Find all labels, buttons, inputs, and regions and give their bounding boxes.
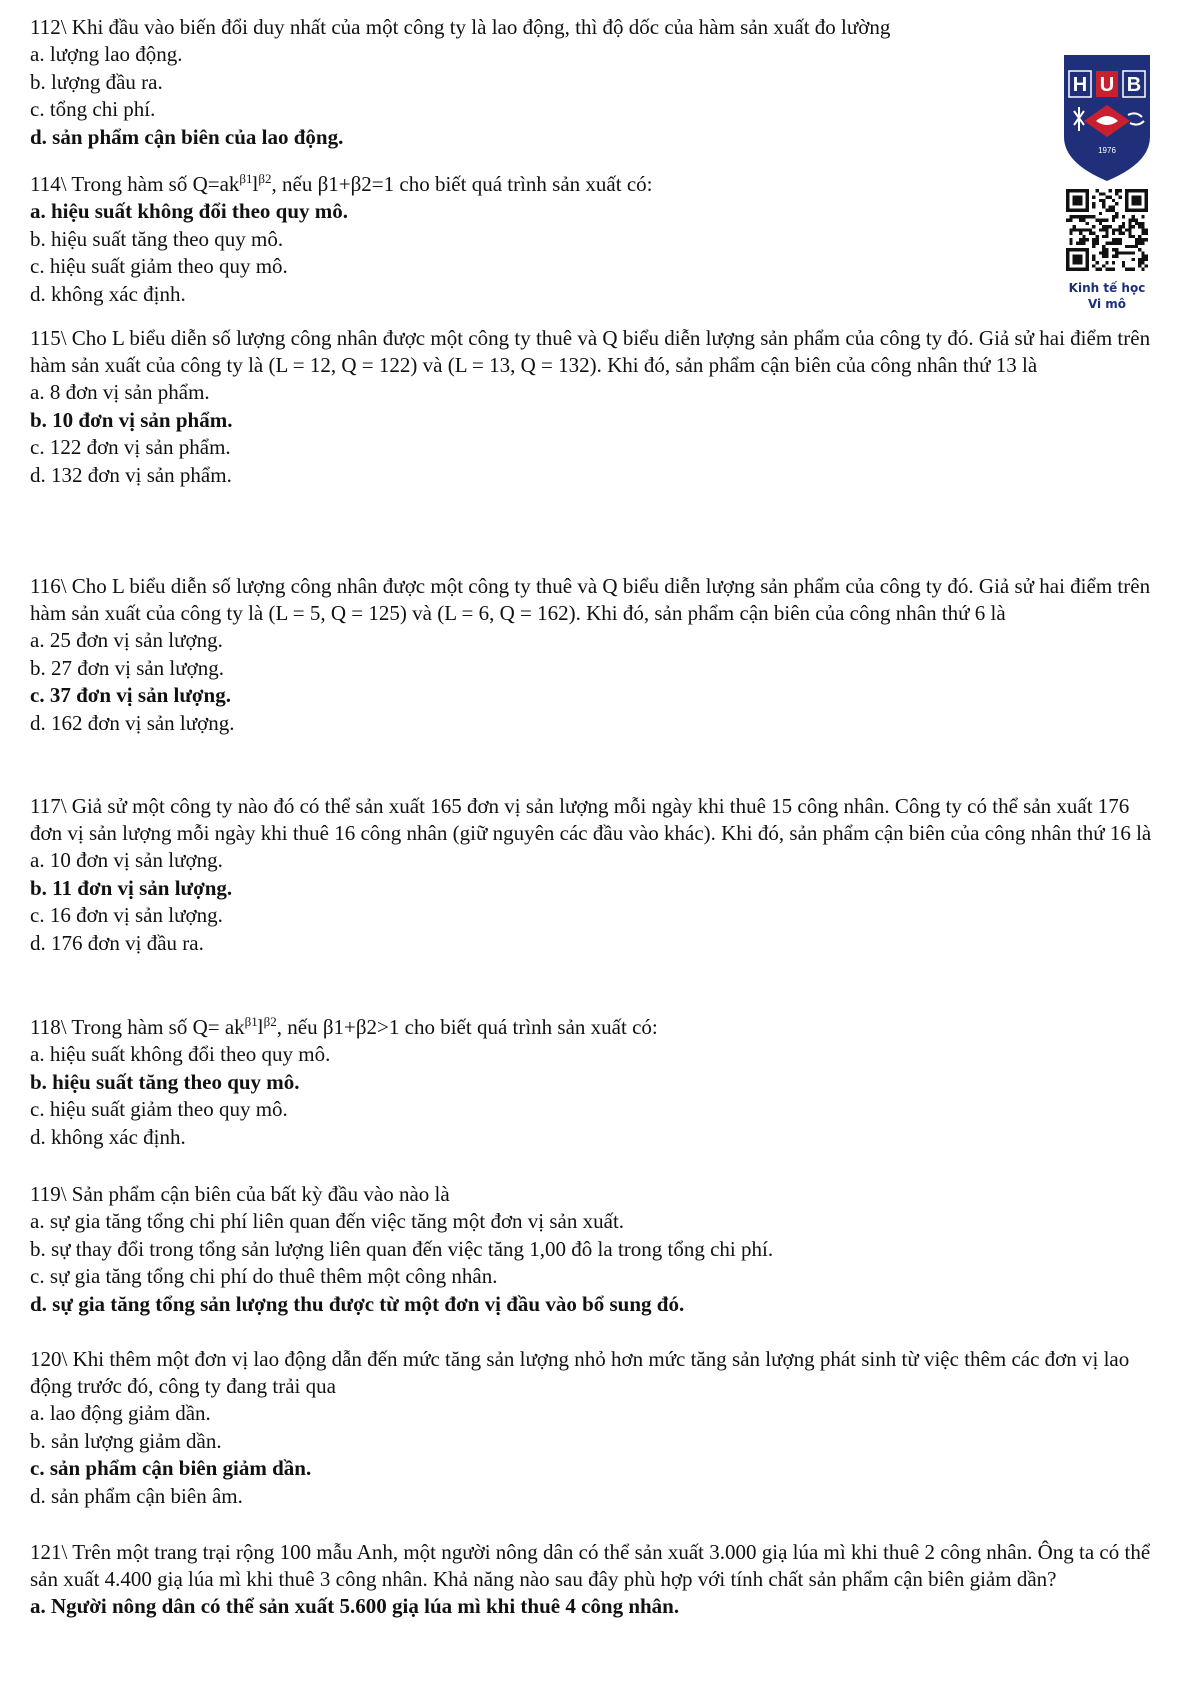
option-a: a. hiệu suất không đổi theo quy mô. <box>30 1042 331 1066</box>
option-d-correct: d. sự gia tăng tổng sản lượng thu được từ một đơn vị đầu vào bổ sung đó. <box>30 1291 685 1316</box>
qr-caption <box>1040 280 1174 312</box>
option-a: a. lượng lao động. <box>30 42 183 66</box>
logo-year: 1976 <box>1098 146 1116 155</box>
question-116 <box>30 573 1165 737</box>
option-a-correct: a. hiệu suất không đổi theo quy mô. <box>30 199 349 223</box>
option-c-correct: c. 37 đơn vị sản lượng. <box>30 683 231 707</box>
option-b: b. 27 đơn vị sản lượng. <box>30 655 225 680</box>
qr-code <box>1066 189 1148 271</box>
option-a-correct: a. Người nông dân có thể sản xuất 5.600 giạ lúa mì khi thuê 4 công nhân. <box>30 1594 680 1618</box>
question-119 <box>30 1181 1165 1318</box>
question-stem: 119\ Sản phẩm cận biên của bất kỳ đầu vào nào là <box>30 1182 450 1206</box>
option-d: d. không xác định. <box>30 281 186 306</box>
logo-letter-h: H <box>1072 74 1088 96</box>
question-118 <box>30 1014 1165 1151</box>
question-117 <box>30 793 1165 957</box>
option-a: a. 8 đơn vị sản phẩm. <box>30 380 210 404</box>
option-b: b. sự thay đổi trong tổng sản lượng liên quan đến việc tăng 1,00 đô la trong tổng chi phí. <box>30 1236 774 1261</box>
option-b: b. sản lượng giảm dần. <box>30 1428 222 1453</box>
question-stem: 120\ Khi thêm một đơn vị lao động dẫn đến mức tăng sản lượng nhỏ hơn mức tăng sản lượng phát sinh từ việc thêm các đơn vị lao động trước đó, công ty đang trải qua <box>30 1347 1130 1398</box>
option-d: d. 162 đơn vị sản lượng. <box>30 710 235 735</box>
option-a: a. 25 đơn vị sản lượng. <box>30 628 223 652</box>
option-d: d. sản phẩm cận biên âm. <box>30 1483 243 1508</box>
qr-caption-line1: Kinh tế học <box>1068 281 1146 295</box>
question-115 <box>30 325 1165 489</box>
question-stem: 117\ Giả sử một công ty nào đó có thể sản xuất 165 đơn vị sản lượng mỗi ngày khi thuê 15 công nhân. Công ty có thể sản xuất 176 đơn vị sản lượng mỗi ngày khi thuê 16 công nhân (giữ nguyên các đầu vào khác). Khi đó, sản phẩm cận biên của công nhân thứ 16 là <box>30 794 1152 845</box>
option-d: d. 132 đơn vị sản phẩm. <box>30 462 232 487</box>
option-c: c. 122 đơn vị sản phẩm. <box>30 435 231 459</box>
option-b: b. lượng đầu ra. <box>30 69 163 94</box>
option-b: b. hiệu suất tăng theo quy mô. <box>30 226 284 251</box>
option-c: c. sự gia tăng tổng chi phí do thuê thêm một công nhân. <box>30 1264 498 1288</box>
question-stem: 115\ Cho L biểu diễn số lượng công nhân được một công ty thuê và Q biểu diễn lượng sản phẩm của công ty đó. Giả sử hai điểm trên hàm sản xuất của công ty là (L = 12, Q = 122) và (L = 13, Q = 132). Khi đó, sản phẩm cận biên của công nhân thứ 13 là <box>30 326 1151 377</box>
option-c: c. hiệu suất giảm theo quy mô. <box>30 1097 288 1121</box>
option-c: c. 16 đơn vị sản lượng. <box>30 903 223 927</box>
option-d-correct: d. sản phẩm cận biên của lao động. <box>30 124 344 149</box>
option-c: c. tổng chi phí. <box>30 97 156 121</box>
question-114 <box>30 171 1165 308</box>
option-c: c. hiệu suất giảm theo quy mô. <box>30 254 288 278</box>
question-stem: 112\ Khi đầu vào biến đổi duy nhất của một công ty là lao động, thì độ dốc của hàm sản xuất đo lường <box>30 15 891 39</box>
hub-logo <box>1060 55 1154 181</box>
question-stem: 121\ Trên một trang trại rộng 100 mẫu Anh, một người nông dân có thể sản xuất 3.000 giạ lúa mì khi thuê 2 công nhân. Ông ta có thể sản xuất 4.400 giạ lúa mì khi thuê 3 công nhân. Khả năng nào sau đây phù hợp với tính chất sản phẩm cận biên giảm dần? <box>30 1540 1151 1591</box>
option-c-correct: c. sản phẩm cận biên giảm dần. <box>30 1456 312 1480</box>
logo-letter-b: B <box>1126 74 1142 96</box>
logo-letter-u: U <box>1099 74 1115 96</box>
option-b-correct: b. 10 đơn vị sản phẩm. <box>30 407 233 432</box>
question-112 <box>30 14 1165 151</box>
question-stem: 116\ Cho L biểu diễn số lượng công nhân được một công ty thuê và Q biểu diễn lượng sản phẩm của công ty đó. Giả sử hai điểm trên hàm sản xuất của công ty là (L = 5, Q = 125) và (L = 6, Q = 162). Khi đó, sản phẩm cận biên của công nhân thứ 6 là <box>30 574 1151 625</box>
question-121 <box>30 1539 1165 1621</box>
question-stem: 118\ Trong hàm số $Q= ak^{\beta 1}l^{\beta 2}$, nếu β1+β2>1 cho biết quá trình sản xuất có: <box>30 1014 658 1039</box>
option-d: d. không xác định. <box>30 1124 186 1149</box>
option-b-correct: b. 11 đơn vị sản lượng. <box>30 875 233 900</box>
option-b-correct: b. hiệu suất tăng theo quy mô. <box>30 1069 300 1094</box>
qr-caption-line2: Vi mô <box>1087 297 1127 311</box>
option-d: d. 176 đơn vị đầu ra. <box>30 930 204 955</box>
option-a: a. lao động giảm dần. <box>30 1401 211 1425</box>
option-a: a. 10 đơn vị sản lượng. <box>30 848 223 872</box>
question-stem: 114\ Trong hàm số $Q=ak^{\beta 1}l^{\beta 2}$, nếu β1+β2=1 cho biết quá trình sản xuất có: <box>30 171 653 196</box>
option-a: a. sự gia tăng tổng chi phí liên quan đến việc tăng một đơn vị sản xuất. <box>30 1209 625 1233</box>
question-120 <box>30 1346 1165 1510</box>
